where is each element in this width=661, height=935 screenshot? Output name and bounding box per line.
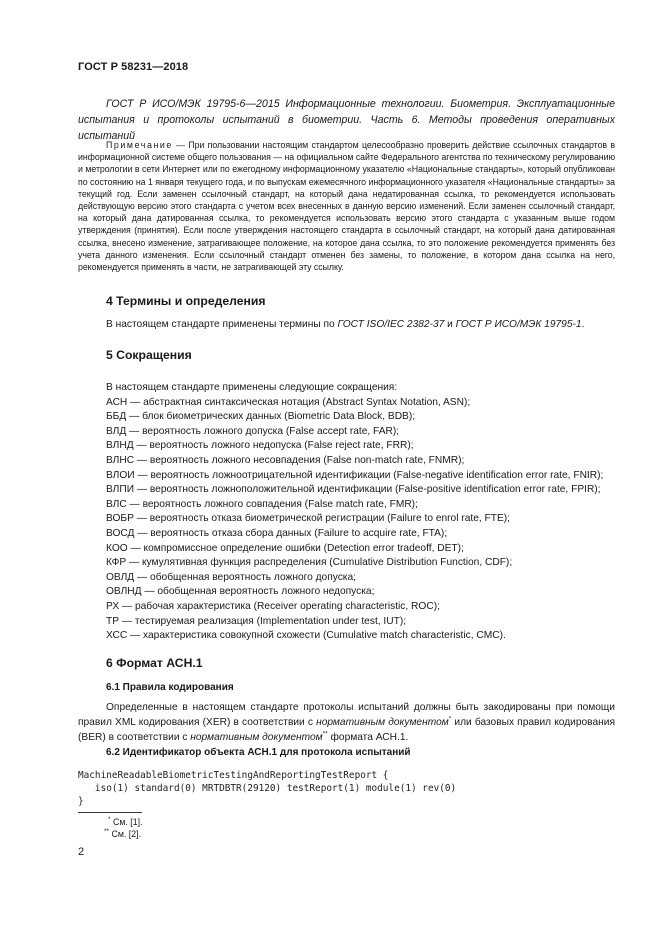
footnotes	[78, 817, 143, 840]
normative-document-ref: нормативным документом	[190, 732, 323, 743]
note-text: — При пользовании настоящим стандартом целесообразно проверить действие ссылочных стандартов в информационной системе общего пользования — на официальном сайте Федерального агентства по техническому регулированию и метрологии в сети Интернет или по ежегодному информационному указателю «Национальные стандарты», который опубликован по состоянию на 1 января текущего года, и по выпускам ежемесячного информационного указателя «Национальные стандарты» за текущий год. Если заменен ссылочный стандарт, на который дана недатированная ссылка, то рекомендуется использовать действующую версию этого стандарта с учетом всех внесенных в данную версию изменений. Если заменен ссылочный стандарт, на который дана датированная ссылка, то рекомендуется использовать версию этого стандарта с указанным выше годом утверждения (принятия). Если после утверждения настоящего стандарта в ссылочный стандарт, на который дана датированная ссылка, внесено изменение, затрагивающее положение, на которое дана ссылка, то это положение рекомендуется применять без учета данного изменения. Если ссылочный стандарт отменен без замены, то положение, в котором дана ссылка на него, рекомендуется применять в части, не затрагивающей эту ссылку.	[78, 140, 615, 273]
list-item: ТР — тестируемая реализация (Implementation under test, IUT);	[106, 615, 407, 627]
list-item: ОВЛНД — обобщенная вероятность ложного недопуска;	[106, 586, 375, 598]
list-item: ВОБР — вероятность отказа биометрической регистрации (Failure to enrol rate, FTE);	[106, 513, 510, 525]
abbreviations-intro: В настоящем стандарте применены следующие сокращения:	[106, 382, 398, 393]
reference-note	[78, 139, 615, 273]
footnote-divider	[78, 812, 142, 813]
section-6-1-text-part: формата АСН.1.	[327, 732, 409, 743]
normative-reference: ГОСТ Р ИСО/МЭК 19795-6—2015 Информационные технологии. Биометрия. Эксплуатационные испытания и протоколы испытаний в биометрии. Часть 6. Методы проведения оперативных испытаний	[78, 98, 615, 142]
section-4-text-part: и	[444, 319, 456, 330]
ref-gost-r-iso-iec-19795-1: ГОСТ Р ИСО/МЭК 19795-1	[455, 319, 582, 330]
list-item: ВЛПИ — вероятность ложноположительной идентификации (False-positive identification error rate, FPIR);	[106, 484, 601, 496]
page-number: 2	[78, 846, 85, 858]
footnote-text: См. [2].	[111, 828, 142, 839]
list-item: ВЛНД — вероятность ложного недопуска (False reject rate, FRR);	[106, 440, 414, 452]
footnote-text: См. [1].	[112, 817, 143, 827]
section-6-1-text-part: или базовых правил кодирования (BER) в соответствии с	[78, 717, 615, 743]
footnote-mark: *	[108, 816, 111, 824]
section-6-1-text-part: Определенные в настоящем стандарте протоколы испытаний должны быть закодированы при помощи правил XML кодирования (XER) в соответствии с	[78, 702, 615, 728]
list-item: ВЛД — вероятность ложного допуска (False accept rate, FAR);	[106, 425, 400, 437]
footnote-item	[78, 817, 143, 829]
ref-gost-iso-iec-2382-37: ГОСТ ISO/IEC 2382-37	[337, 319, 445, 330]
list-item: РХ — рабочая характеристика (Receiver operating characteristic, ROC);	[106, 600, 440, 612]
list-item: ВОСД — вероятность отказа сбора данных (Failure to acquire rate, FTA);	[106, 527, 448, 539]
section-4-heading: 4 Термины и определения	[106, 294, 266, 308]
list-item: ББД — блок биометрических данных (Biometric Data Block, BDB);	[106, 411, 416, 423]
section-6-1-heading: 6.1 Правила кодирования	[106, 682, 234, 693]
section-4-text-part: .	[581, 319, 585, 330]
abbreviations-list	[78, 381, 615, 644]
list-item: КОО — компромиссное определение ошибки (Detection error tradeoff, DET);	[106, 542, 464, 554]
footnote-mark: *	[448, 715, 452, 723]
note-label: Примечание	[106, 140, 173, 150]
footnote-mark: **	[104, 827, 110, 835]
section-6-1-text	[78, 700, 615, 745]
list-item: ВЛС — вероятность ложного совпадения (False match rate, FMR);	[106, 498, 418, 510]
list-item: АСН — абстрактная синтаксическая нотация (Abstract Syntax Notation, ASN);	[106, 396, 471, 408]
list-item: ХСС — характеристика совокупной схожести (Cumulative match characteristic, CMC).	[106, 630, 506, 642]
section-6-heading: 6 Формат АСН.1	[106, 656, 203, 670]
asn1-code-block: MachineReadableBiometricTestingAndReportingTestReport { iso(1) standard(0) MRTDBTR(29120) testReport(1) module(1) rev(0) }	[78, 770, 457, 807]
footnote-item	[78, 829, 143, 841]
section-4-text-part: В настоящем стандарте применены термины по	[106, 319, 338, 330]
footnote-mark: **	[322, 730, 328, 738]
document-header: ГОСТ Р 58231—2018	[78, 61, 189, 73]
list-item: КФР — кумулятивная функция распределения (Cumulative Distribution Function, CDF);	[106, 557, 513, 569]
section-5-heading: 5 Сокращения	[106, 348, 192, 362]
section-6-2-heading: 6.2 Идентификатор объекта АСН.1 для протокола испытаний	[106, 747, 411, 758]
list-item: ВЛНС — вероятность ложного несовпадения (False non-match rate, FNMR);	[106, 454, 465, 466]
list-item: ВЛОИ — вероятность ложноотрицательной идентификации (False-negative identification error rate, FNIR);	[106, 469, 604, 481]
list-item: ОВЛД — обобщенная вероятность ложного допуска;	[106, 571, 356, 583]
normative-document-ref: нормативным документом	[316, 717, 449, 728]
section-4-text	[78, 317, 615, 332]
